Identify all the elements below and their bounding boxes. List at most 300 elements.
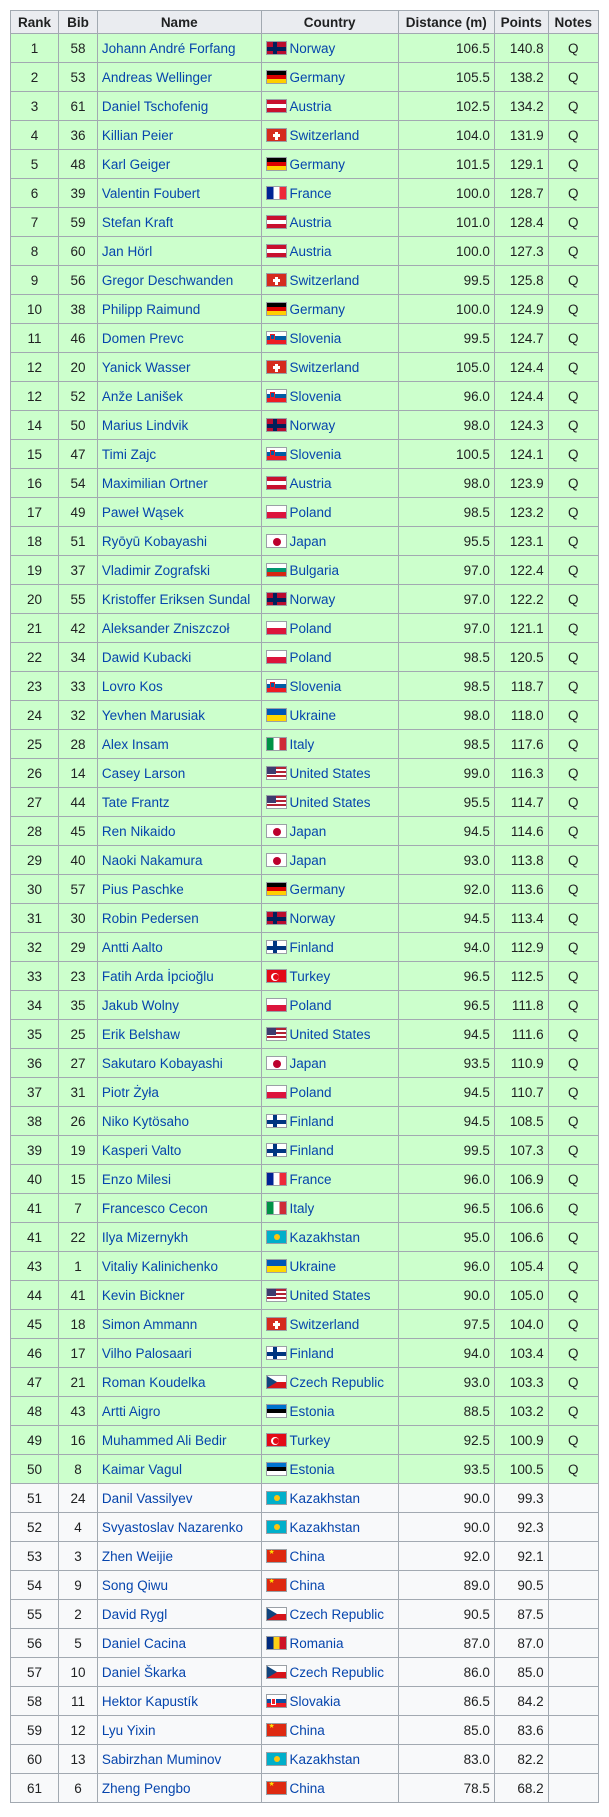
- points-cell: 124.9: [494, 295, 548, 324]
- distance-cell: 89.0: [398, 1571, 494, 1600]
- bib-cell: 2: [59, 1600, 98, 1629]
- athlete-name-link[interactable]: Vitaliy Kalinichenko: [97, 1252, 261, 1281]
- table-row: [11, 92, 599, 121]
- athlete-name-link[interactable]: Pius Paschke: [97, 875, 261, 904]
- bib-cell: 51: [59, 527, 98, 556]
- germany-flag-icon: [266, 157, 287, 171]
- athlete-name-link[interactable]: Lovro Kos: [97, 672, 261, 701]
- table-row: [11, 1078, 599, 1107]
- athlete-name-link[interactable]: Gregor Deschwanden: [97, 266, 261, 295]
- notes-cell: [548, 1542, 598, 1571]
- notes-cell: Q: [548, 846, 598, 875]
- distance-cell: 93.5: [398, 1049, 494, 1078]
- poland-flag-icon: [266, 505, 287, 519]
- country-link[interactable]: Norway: [289, 417, 336, 433]
- china-flag-icon: [266, 1549, 287, 1563]
- country-link[interactable]: Kazakhstan: [289, 1229, 361, 1245]
- athlete-name-link[interactable]: Domen Prevc: [97, 324, 261, 353]
- athlete-name-link[interactable]: Killian Peier: [97, 121, 261, 150]
- notes-cell: Q: [548, 1310, 598, 1339]
- rank-cell: 4: [11, 121, 59, 150]
- header-name[interactable]: Name: [97, 11, 261, 34]
- country-link[interactable]: Austria: [289, 214, 332, 230]
- country-link[interactable]: United States: [289, 1287, 371, 1303]
- country-cell: [261, 904, 398, 933]
- rank-cell: 30: [11, 875, 59, 904]
- notes-cell: Q: [548, 614, 598, 643]
- distance-cell: 97.0: [398, 585, 494, 614]
- country-cell: [261, 1658, 398, 1687]
- table-row: [11, 643, 599, 672]
- distance-cell: 104.0: [398, 121, 494, 150]
- points-cell: 107.3: [494, 1136, 548, 1165]
- country-link[interactable]: Slovenia: [289, 678, 342, 694]
- rank-cell: 3: [11, 92, 59, 121]
- romania-flag-icon: [266, 1636, 287, 1650]
- table-row: [11, 527, 599, 556]
- table-row: [11, 585, 599, 614]
- points-cell: 100.5: [494, 1455, 548, 1484]
- country-link[interactable]: Switzerland: [289, 359, 360, 375]
- country-link[interactable]: Finland: [289, 1142, 334, 1158]
- athlete-name-link[interactable]: Daniel Cacina: [97, 1629, 261, 1658]
- athlete-name-link[interactable]: Philipp Raimund: [97, 295, 261, 324]
- bib-cell: 12: [59, 1716, 98, 1745]
- athlete-name-link[interactable]: Ren Nikaido: [97, 817, 261, 846]
- athlete-name-link[interactable]: Yevhen Marusiak: [97, 701, 261, 730]
- rank-cell: 6: [11, 179, 59, 208]
- table-row: [11, 324, 599, 353]
- bib-cell: 29: [59, 933, 98, 962]
- country-cell: [261, 1687, 398, 1716]
- athlete-name-link[interactable]: Maximilian Ortner: [97, 469, 261, 498]
- country-link[interactable]: Estonia: [289, 1403, 335, 1419]
- country-link[interactable]: Slovenia: [289, 388, 342, 404]
- athlete-name-link[interactable]: Zhen Weijie: [97, 1542, 261, 1571]
- notes-cell: [548, 1571, 598, 1600]
- country-cell: [261, 440, 398, 469]
- table-row: [11, 875, 599, 904]
- country-link[interactable]: Slovenia: [289, 330, 342, 346]
- table-row: [11, 469, 599, 498]
- country-link[interactable]: China: [289, 1722, 325, 1738]
- athlete-name-link[interactable]: Danil Vassilyev: [97, 1484, 261, 1513]
- table-row: [11, 1513, 599, 1542]
- notes-cell: Q: [548, 527, 598, 556]
- country-link[interactable]: France: [289, 185, 332, 201]
- table-row: [11, 846, 599, 875]
- points-cell: 87.5: [494, 1600, 548, 1629]
- athlete-name-link[interactable]: Robin Pedersen: [97, 904, 261, 933]
- country-link[interactable]: Estonia: [289, 1461, 335, 1477]
- bib-cell: 13: [59, 1745, 98, 1774]
- distance-cell: 94.5: [398, 817, 494, 846]
- country-cell: [261, 1049, 398, 1078]
- bib-cell: 61: [59, 92, 98, 121]
- table-row: [11, 150, 599, 179]
- country-link[interactable]: United States: [289, 794, 371, 810]
- rank-cell: 21: [11, 614, 59, 643]
- rank-cell: 12: [11, 353, 59, 382]
- athlete-name-link[interactable]: Johann André Forfang: [97, 34, 261, 63]
- country-cell: [261, 92, 398, 121]
- distance-cell: 105.0: [398, 353, 494, 382]
- athlete-name-link[interactable]: Piotr Żyła: [97, 1078, 261, 1107]
- country-link[interactable]: Italy: [289, 736, 315, 752]
- header-notes[interactable]: Notes: [548, 11, 598, 34]
- country-cell: [261, 875, 398, 904]
- points-cell: 114.7: [494, 788, 548, 817]
- table-row: [11, 440, 599, 469]
- bib-cell: 44: [59, 788, 98, 817]
- country-link[interactable]: Germany: [289, 881, 346, 897]
- table-row: [11, 1020, 599, 1049]
- distance-cell: 94.5: [398, 1107, 494, 1136]
- country-cell: [261, 846, 398, 875]
- athlete-name-link[interactable]: Alex Insam: [97, 730, 261, 759]
- table-row: [11, 1571, 599, 1600]
- bib-cell: 49: [59, 498, 98, 527]
- header-bib[interactable]: Bib: [59, 11, 98, 34]
- athlete-name-link[interactable]: Song Qiwu: [97, 1571, 261, 1600]
- notes-cell: [548, 1687, 598, 1716]
- poland-flag-icon: [266, 650, 287, 664]
- notes-cell: Q: [548, 730, 598, 759]
- united-states-flag-icon: [266, 1027, 287, 1041]
- country-link[interactable]: France: [289, 1171, 332, 1187]
- country-link[interactable]: Japan: [289, 823, 327, 839]
- united-states-flag-icon: [266, 795, 287, 809]
- notes-cell: Q: [548, 962, 598, 991]
- country-cell: [261, 1107, 398, 1136]
- rank-cell: 55: [11, 1600, 59, 1629]
- country-cell: [261, 991, 398, 1020]
- athlete-name-link[interactable]: Jan Hörl: [97, 237, 261, 266]
- country-link[interactable]: Kazakhstan: [289, 1519, 361, 1535]
- athlete-name-link[interactable]: Lyu Yixin: [97, 1716, 261, 1745]
- athlete-name-link[interactable]: Svyastoslav Nazarenko: [97, 1513, 261, 1542]
- distance-cell: 90.0: [398, 1513, 494, 1542]
- country-link[interactable]: Germany: [289, 301, 346, 317]
- points-cell: 113.4: [494, 904, 548, 933]
- bulgaria-flag-icon: [266, 563, 287, 577]
- country-link[interactable]: Turkey: [289, 1432, 331, 1448]
- country-cell: [261, 817, 398, 846]
- points-cell: 124.4: [494, 382, 548, 411]
- athlete-name-link[interactable]: Anže Lanišek: [97, 382, 261, 411]
- country-link[interactable]: Japan: [289, 852, 327, 868]
- country-link[interactable]: Poland: [289, 649, 332, 665]
- points-cell: 110.7: [494, 1078, 548, 1107]
- country-link[interactable]: China: [289, 1548, 325, 1564]
- athlete-name-link[interactable]: Francesco Cecon: [97, 1194, 261, 1223]
- country-cell: [261, 34, 398, 63]
- country-link[interactable]: Poland: [289, 620, 332, 636]
- country-link[interactable]: Bulgaria: [289, 562, 340, 578]
- rank-cell: 35: [11, 1020, 59, 1049]
- bib-cell: 22: [59, 1223, 98, 1252]
- athlete-name-link[interactable]: Daniel Tschofenig: [97, 92, 261, 121]
- points-cell: 117.6: [494, 730, 548, 759]
- country-link[interactable]: Norway: [289, 910, 336, 926]
- points-cell: 90.5: [494, 1571, 548, 1600]
- athlete-name-link[interactable]: Aleksander Zniszczoł: [97, 614, 261, 643]
- country-link[interactable]: Slovenia: [289, 446, 342, 462]
- distance-cell: 96.0: [398, 382, 494, 411]
- athlete-name-link[interactable]: Yanick Wasser: [97, 353, 261, 382]
- header-distance[interactable]: Distance (m): [398, 11, 494, 34]
- bib-cell: 55: [59, 585, 98, 614]
- bib-cell: 5: [59, 1629, 98, 1658]
- rank-cell: 20: [11, 585, 59, 614]
- kazakhstan-flag-icon: [266, 1491, 287, 1505]
- bib-cell: 34: [59, 643, 98, 672]
- country-cell: [261, 1629, 398, 1658]
- athlete-name-link[interactable]: Zheng Pengbo: [97, 1774, 261, 1803]
- athlete-name-link[interactable]: Casey Larson: [97, 759, 261, 788]
- france-flag-icon: [266, 186, 287, 200]
- points-cell: 84.2: [494, 1687, 548, 1716]
- country-link[interactable]: Germany: [289, 156, 346, 172]
- athlete-name-link[interactable]: Karl Geiger: [97, 150, 261, 179]
- rank-cell: 50: [11, 1455, 59, 1484]
- country-cell: [261, 1020, 398, 1049]
- distance-cell: 106.5: [398, 34, 494, 63]
- country-link[interactable]: Finland: [289, 1113, 334, 1129]
- country-cell: [261, 585, 398, 614]
- athlete-name-link[interactable]: Dawid Kubacki: [97, 643, 261, 672]
- country-link[interactable]: China: [289, 1577, 325, 1593]
- bib-cell: 56: [59, 266, 98, 295]
- country-cell: [261, 1165, 398, 1194]
- points-cell: 121.1: [494, 614, 548, 643]
- country-link[interactable]: United States: [289, 765, 371, 781]
- country-link[interactable]: Poland: [289, 997, 332, 1013]
- header-country[interactable]: Country: [261, 11, 398, 34]
- country-link[interactable]: Slovakia: [289, 1693, 341, 1709]
- athlete-name-link[interactable]: Roman Koudelka: [97, 1368, 261, 1397]
- germany-flag-icon: [266, 70, 287, 84]
- bib-cell: 37: [59, 556, 98, 585]
- distance-cell: 83.0: [398, 1745, 494, 1774]
- athlete-name-link[interactable]: Ilya Mizernykh: [97, 1223, 261, 1252]
- bib-cell: 43: [59, 1397, 98, 1426]
- country-cell: [261, 382, 398, 411]
- rank-cell: 17: [11, 498, 59, 527]
- country-cell: [261, 150, 398, 179]
- notes-cell: Q: [548, 208, 598, 237]
- athlete-name-link[interactable]: Kristoffer Eriksen Sundal: [97, 585, 261, 614]
- athlete-name-link[interactable]: Timi Zajc: [97, 440, 261, 469]
- country-link[interactable]: Switzerland: [289, 1316, 360, 1332]
- country-cell: [261, 179, 398, 208]
- japan-flag-icon: [266, 824, 287, 838]
- athlete-name-link[interactable]: Stefan Kraft: [97, 208, 261, 237]
- athlete-name-link[interactable]: Vilho Palosaari: [97, 1339, 261, 1368]
- distance-cell: 98.0: [398, 411, 494, 440]
- rank-cell: 40: [11, 1165, 59, 1194]
- points-cell: 118.0: [494, 701, 548, 730]
- country-cell: [261, 672, 398, 701]
- rank-cell: 59: [11, 1716, 59, 1745]
- athlete-name-link[interactable]: Tate Frantz: [97, 788, 261, 817]
- slovakia-flag-icon: [266, 1694, 287, 1708]
- points-cell: 100.9: [494, 1426, 548, 1455]
- country-link[interactable]: Ukraine: [289, 1258, 337, 1274]
- country-link[interactable]: Finland: [289, 1345, 334, 1361]
- country-cell: [261, 411, 398, 440]
- athlete-name-link[interactable]: Kaimar Vagul: [97, 1455, 261, 1484]
- points-cell: 105.4: [494, 1252, 548, 1281]
- bib-cell: 59: [59, 208, 98, 237]
- athlete-name-link[interactable]: Kasperi Valto: [97, 1136, 261, 1165]
- table-row: [11, 1252, 599, 1281]
- bib-cell: 45: [59, 817, 98, 846]
- country-cell: [261, 266, 398, 295]
- athlete-name-link[interactable]: Ryōyū Kobayashi: [97, 527, 261, 556]
- estonia-flag-icon: [266, 1462, 287, 1476]
- country-link[interactable]: Finland: [289, 939, 334, 955]
- athlete-name-link[interactable]: David Rygl: [97, 1600, 261, 1629]
- table-row: [11, 266, 599, 295]
- country-link[interactable]: Ukraine: [289, 707, 337, 723]
- country-link[interactable]: Kazakhstan: [289, 1490, 361, 1506]
- bib-cell: 28: [59, 730, 98, 759]
- points-cell: 124.7: [494, 324, 548, 353]
- slovenia-flag-icon: [266, 389, 287, 403]
- bib-cell: 33: [59, 672, 98, 701]
- bib-cell: 27: [59, 1049, 98, 1078]
- athlete-name-link[interactable]: Daniel Škarka: [97, 1658, 261, 1687]
- rank-cell: 32: [11, 933, 59, 962]
- athlete-name-link[interactable]: Niko Kytösaho: [97, 1107, 261, 1136]
- notes-cell: Q: [548, 440, 598, 469]
- rank-cell: 19: [11, 556, 59, 585]
- country-link[interactable]: Germany: [289, 69, 346, 85]
- country-link[interactable]: Japan: [289, 533, 327, 549]
- country-link[interactable]: Switzerland: [289, 272, 360, 288]
- country-link[interactable]: Kazakhstan: [289, 1751, 361, 1767]
- country-link[interactable]: Czech Republic: [289, 1664, 385, 1680]
- country-link[interactable]: Italy: [289, 1200, 315, 1216]
- athlete-name-link[interactable]: Andreas Wellinger: [97, 63, 261, 92]
- athlete-name-link[interactable]: Erik Belshaw: [97, 1020, 261, 1049]
- athlete-name-link[interactable]: Marius Lindvik: [97, 411, 261, 440]
- athlete-name-link[interactable]: Jakub Wolny: [97, 991, 261, 1020]
- bib-cell: 35: [59, 991, 98, 1020]
- country-cell: [261, 208, 398, 237]
- country-cell: [261, 1368, 398, 1397]
- notes-cell: [548, 1484, 598, 1513]
- notes-cell: Q: [548, 1107, 598, 1136]
- distance-cell: 95.5: [398, 788, 494, 817]
- distance-cell: 101.0: [398, 208, 494, 237]
- rank-cell: 57: [11, 1658, 59, 1687]
- points-cell: 125.8: [494, 266, 548, 295]
- bib-cell: 1: [59, 1252, 98, 1281]
- country-link[interactable]: Austria: [289, 475, 332, 491]
- country-link[interactable]: Norway: [289, 591, 336, 607]
- points-cell: 128.4: [494, 208, 548, 237]
- points-cell: 92.3: [494, 1513, 548, 1542]
- points-cell: 123.1: [494, 527, 548, 556]
- athlete-name-link[interactable]: Artti Aigro: [97, 1397, 261, 1426]
- athlete-name-link[interactable]: Kevin Bickner: [97, 1281, 261, 1310]
- country-cell: [261, 614, 398, 643]
- country-link[interactable]: Austria: [289, 243, 332, 259]
- table-row: [11, 1484, 599, 1513]
- table-body: [11, 34, 599, 1803]
- header-rank[interactable]: Rank: [11, 11, 59, 34]
- japan-flag-icon: [266, 853, 287, 867]
- table-row: [11, 1310, 599, 1339]
- notes-cell: Q: [548, 63, 598, 92]
- athlete-name-link[interactable]: Enzo Milesi: [97, 1165, 261, 1194]
- points-cell: 129.1: [494, 150, 548, 179]
- country-link[interactable]: Turkey: [289, 968, 331, 984]
- distance-cell: 96.5: [398, 962, 494, 991]
- distance-cell: 100.5: [398, 440, 494, 469]
- country-link[interactable]: Poland: [289, 1084, 332, 1100]
- athlete-name-link[interactable]: Paweł Wąsek: [97, 498, 261, 527]
- country-link[interactable]: Norway: [289, 40, 336, 56]
- country-link[interactable]: United States: [289, 1026, 371, 1042]
- points-cell: 103.3: [494, 1368, 548, 1397]
- norway-flag-icon: [266, 418, 287, 432]
- athlete-name-link[interactable]: Simon Ammann: [97, 1310, 261, 1339]
- country-link[interactable]: Austria: [289, 98, 332, 114]
- country-link[interactable]: Japan: [289, 1055, 327, 1071]
- country-link[interactable]: Czech Republic: [289, 1374, 385, 1390]
- athlete-name-link[interactable]: Valentin Foubert: [97, 179, 261, 208]
- points-cell: 113.8: [494, 846, 548, 875]
- athlete-name-link[interactable]: Sabirzhan Muminov: [97, 1745, 261, 1774]
- header-points[interactable]: Points: [494, 11, 548, 34]
- distance-cell: 97.0: [398, 614, 494, 643]
- notes-cell: [548, 1716, 598, 1745]
- rank-cell: 61: [11, 1774, 59, 1803]
- bib-cell: 18: [59, 1310, 98, 1339]
- country-link[interactable]: China: [289, 1780, 325, 1796]
- points-cell: 113.6: [494, 875, 548, 904]
- country-link[interactable]: Poland: [289, 504, 332, 520]
- athlete-name-link[interactable]: Fatih Arda İpcioğlu: [97, 962, 261, 991]
- distance-cell: 94.0: [398, 1339, 494, 1368]
- switzerland-flag-icon: [266, 128, 287, 142]
- athlete-name-link[interactable]: Muhammed Ali Bedir: [97, 1426, 261, 1455]
- country-cell: [261, 527, 398, 556]
- bib-cell: 3: [59, 1542, 98, 1571]
- country-cell: [261, 237, 398, 266]
- points-cell: 123.2: [494, 498, 548, 527]
- notes-cell: Q: [548, 701, 598, 730]
- rank-cell: 53: [11, 1542, 59, 1571]
- athlete-name-link[interactable]: Sakutaro Kobayashi: [97, 1049, 261, 1078]
- athlete-name-link[interactable]: Vladimir Zografski: [97, 556, 261, 585]
- bib-cell: 24: [59, 1484, 98, 1513]
- rank-cell: 38: [11, 1107, 59, 1136]
- points-cell: 99.3: [494, 1484, 548, 1513]
- country-link[interactable]: Romania: [289, 1635, 344, 1651]
- table-row: [11, 1223, 599, 1252]
- notes-cell: Q: [548, 121, 598, 150]
- athlete-name-link[interactable]: Naoki Nakamura: [97, 846, 261, 875]
- country-link[interactable]: Czech Republic: [289, 1606, 385, 1622]
- header-row: [11, 11, 599, 34]
- country-link[interactable]: Switzerland: [289, 127, 360, 143]
- athlete-name-link[interactable]: Antti Aalto: [97, 933, 261, 962]
- athlete-name-link[interactable]: Hektor Kapustík: [97, 1687, 261, 1716]
